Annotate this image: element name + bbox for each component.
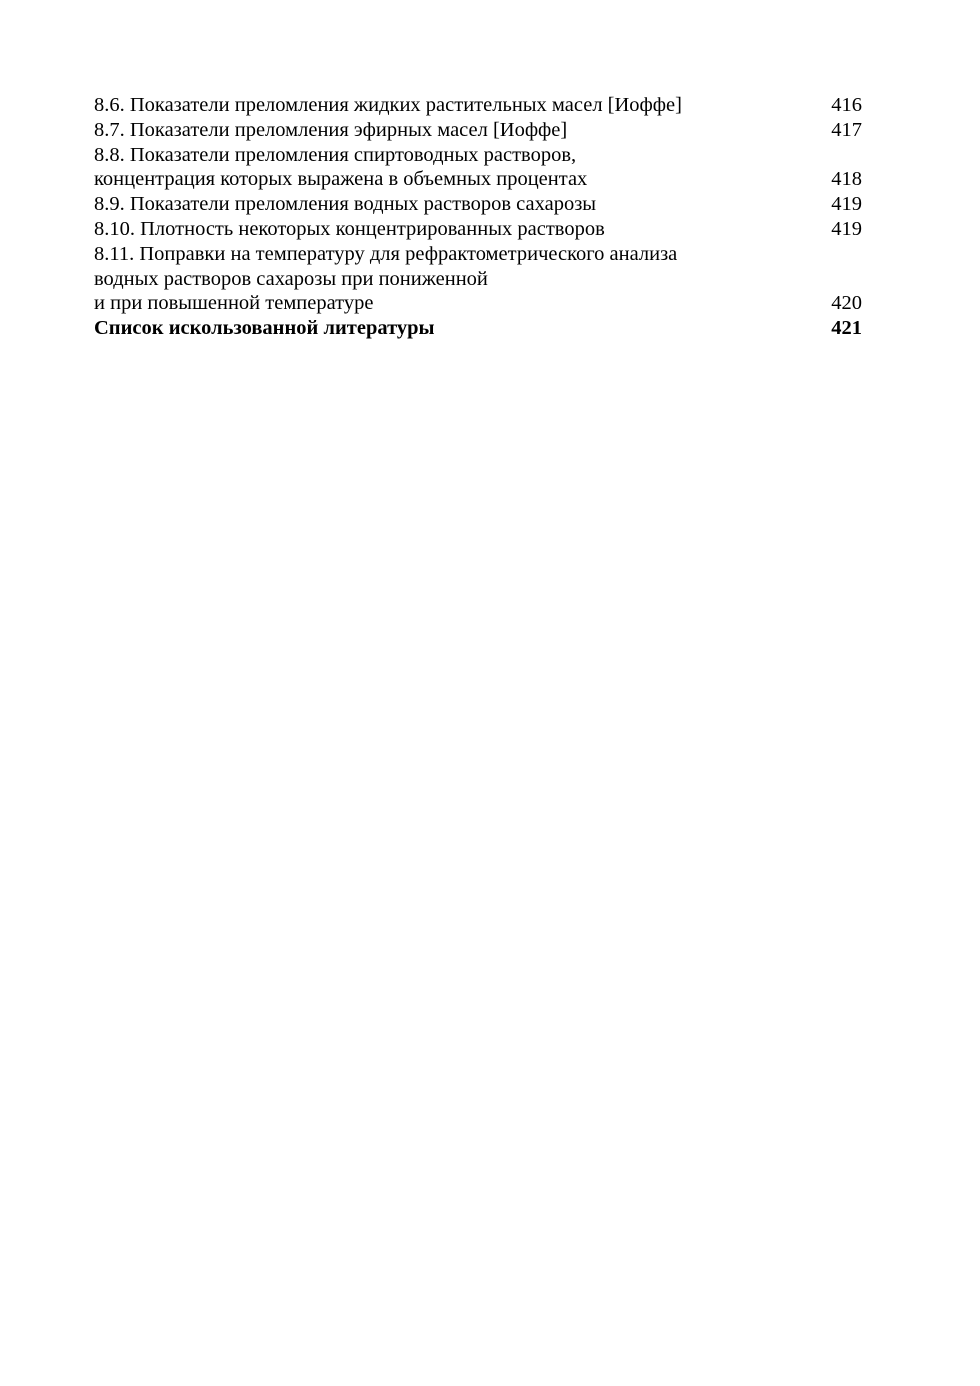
table-of-contents <box>94 93 862 341</box>
toc-entry-8-9[interactable] <box>94 192 862 217</box>
toc-entry-title-continuation: концентрация которых выражена в объемных процентах <box>94 168 588 191</box>
toc-entry-title: 8.8. Показатели преломления спиртоводных растворов, <box>94 143 577 166</box>
toc-entry-title: 8.11. Поправки на температуру для рефрактометрического анализа <box>94 242 678 265</box>
toc-entry-title-continuation: водных растворов сахарозы при пониженной <box>94 267 488 290</box>
toc-entry-title: 8.10. Плотность некоторых концентрированных растворов <box>94 217 605 240</box>
toc-entry-page-number: 419 <box>831 193 862 216</box>
toc-entry-8-10[interactable] <box>94 217 862 242</box>
toc-entry-title: 8.9. Показатели преломления водных растворов сахарозы <box>94 193 597 216</box>
toc-entry-title: Список искользованной литературы <box>94 317 435 340</box>
toc-entry-page-number: 421 <box>831 317 862 340</box>
toc-entry-page-number: 419 <box>831 217 862 240</box>
toc-entry-8-6[interactable] <box>94 93 862 118</box>
toc-entry-page-number: 416 <box>831 94 862 116</box>
toc-entry-8-7[interactable] <box>94 118 862 143</box>
toc-entry-8-8[interactable] <box>94 143 862 193</box>
toc-entry-title-continuation: и при повышенной температуре <box>94 292 374 315</box>
toc-entry-bibliography[interactable] <box>94 316 862 341</box>
toc-entry-title: 8.7. Показатели преломления эфирных масел [Иоффе] <box>94 118 568 141</box>
toc-entry-page-number: 418 <box>831 168 862 191</box>
toc-entry-8-11[interactable] <box>94 242 862 316</box>
toc-entry-page-number: 420 <box>831 292 862 315</box>
toc-entry-title: 8.6. Показатели преломления жидких растительных масел [Иоффе] <box>94 94 682 116</box>
toc-entry-page-number: 417 <box>831 118 862 141</box>
